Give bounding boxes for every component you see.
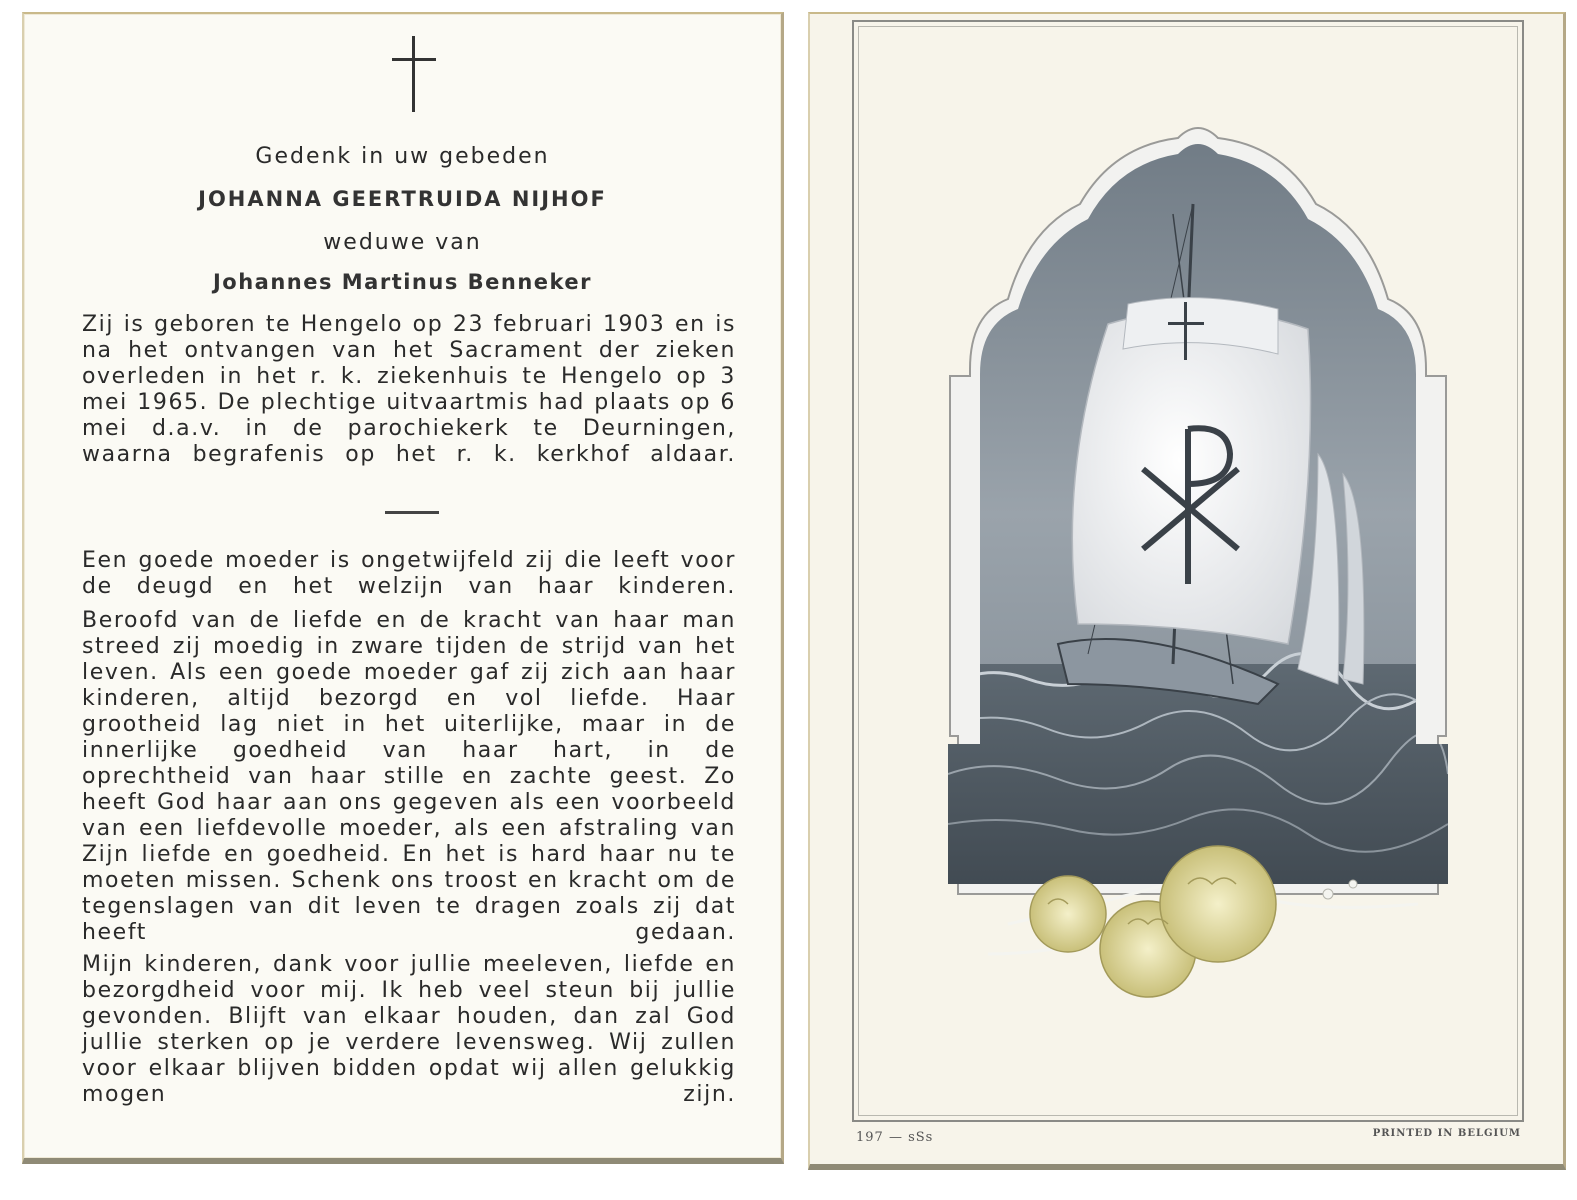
farewell-paragraph: Mijn kinderen, dank voor jullie meeleven, liefde en bezorgdheid voor mij. Ik heb veel steun bij jullie gevonden. Blijft van elkaar houden, dan zal God jullie sterken op je verdere levensweg. Wij zullen voor elkaar blijven bidden opdat wij allen gelukkig mogen zijn. [82, 952, 736, 1107]
deceased-name: JOHANNA GEERTRUIDA NIJHOF [198, 187, 607, 211]
divider [385, 511, 439, 514]
card-number: 197 — sSs [856, 1130, 934, 1145]
prayer-intro: Gedenk in uw gebeden [255, 144, 550, 169]
biography-paragraph: Zij is geboren te Hengelo op 23 februari 1903 en is na het ontvangen van het Sacrament der zieken overleden in het r. k. ziekenhuis te Hengelo op 3 mei 1965. De plechtige uitvaartmis had plaats op 6 mei d.a.v. in de parochiekerk te Deurningen, waarna begrafenis op het r. k. kerkhof aldaar. [82, 312, 736, 467]
memorial-card-image-side [808, 12, 1566, 1170]
memorial-card-text-side [22, 12, 784, 1164]
ship-chi-rho-icon [948, 124, 1448, 1004]
cross-icon [392, 36, 436, 112]
printed-in-label: PRINTED IN BELGIUM [1372, 1128, 1521, 1139]
widow-of-label: weduwe van [323, 230, 482, 255]
tribute-paragraph-2: Beroofd van de liefde en de kracht van haar man streed zij moedig in zware tijden de strijd van het leven. Als een goede moeder gaf zij zich aan haar kinderen, altijd bezorgd en vol liefde. Haar grootheid lag niet in het uiterlijke, maar in de innerlijke goedheid van haar hart, in de oprechtheid van haar stille en zachte geest. Zo heeft God haar aan ons gegeven als een voorbeeld van een liefdevolle moeder, als een afstraling van Zijn liefde en goedheid. En het is hard haar nu te moeten missen. Schenk ons troost en kracht om de tegenslagen van dit leven te dragen zoals zij dat heeft gedaan. [82, 608, 736, 945]
tribute-paragraph-1: Een goede moeder is ongetwijfeld zij die leeft voor de deugd en het welzijn van haar kinderen. [82, 548, 736, 599]
husband-name: Johannes Martinus Benneker [212, 270, 593, 294]
